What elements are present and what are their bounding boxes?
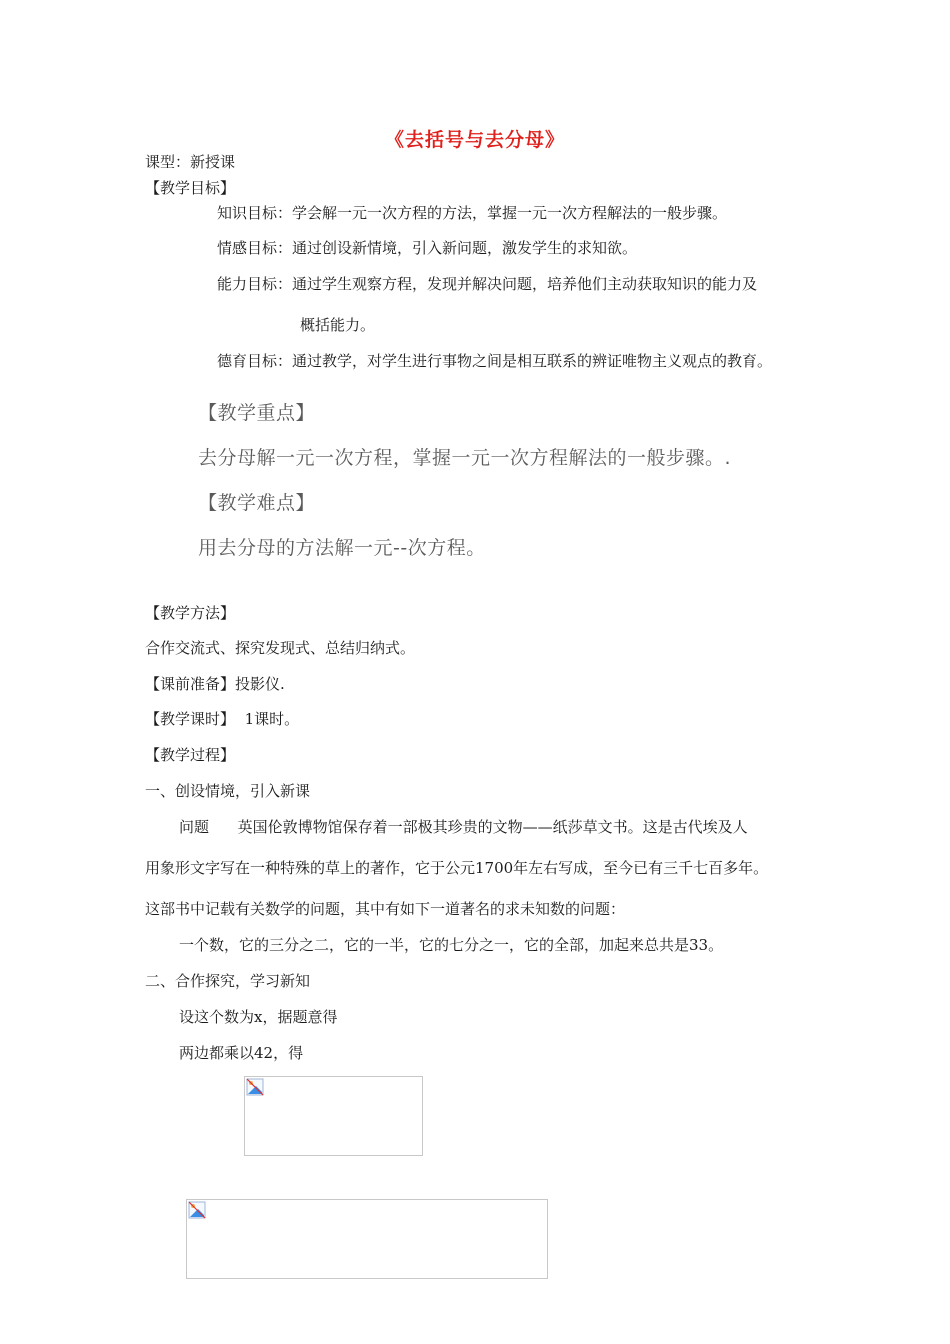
hours-text: 1课时。 [244,710,300,728]
objectives-heading: 【教学目标】 [145,179,236,197]
key-points-heading: 【教学重点】 [198,402,316,424]
lesson-type: 课型：新授课 [145,153,236,171]
problem-line4: 一个数，它的三分之二，它的一半，它的七分之一，它的全部，加起来总共是33。 [179,936,724,954]
knowledge-objective: 知识目标：学会解一元一次方程的方法，掌握一元一次方程解法的一般步骤。 [217,204,728,222]
preparation-heading: 【课前准备】 [145,675,236,693]
hours-heading: 【教学课时】 [145,710,236,728]
methods-text: 合作交流式、探究发现式、总结归纳式。 [145,639,416,657]
problem-line1 [179,817,748,837]
section1-heading: 一、创设情境，引入新课 [145,782,311,800]
hours-line [145,709,299,729]
key-points-text: 去分母解一元一次方程，掌握一元一次方程解法的一般步骤。. [198,447,732,469]
section2-heading: 二、合作探究，学习新知 [145,972,311,990]
equation-image-1 [244,1076,423,1156]
preparation-text: 投影仪. [235,675,285,693]
broken-image-icon [246,1078,264,1096]
problem-label: 问题 [179,818,210,836]
problem-text-1: 英国伦敦博物馆保存着一部极其珍贵的文物——纸莎草文书。这是古代埃及人 [237,818,748,836]
problem-line2: 用象形文字写在一种特殊的草上的著作，它于公元1700年左右写成，至今已有三千七百多年。 [145,859,769,877]
problem-line3: 这部书中记载有关数学的问题，其中有如下一道著名的求未知数的问题： [145,900,626,918]
moral-objective: 德育目标：通过教学，对学生进行事物之间是相互联系的辨证唯物主义观点的教育。 [217,352,773,370]
difficult-points-text: 用去分母的方法解一元--次方程。 [198,537,486,559]
ability-objective-line1: 能力目标：通过学生观察方程，发现并解决问题，培养他们主动获取知识的能力及 [217,275,758,293]
equation-image-2 [186,1199,548,1279]
process-heading: 【教学过程】 [145,746,236,764]
step2-text: 两边都乘以42，得 [179,1044,304,1062]
broken-image-icon [188,1201,206,1219]
difficult-points-heading: 【教学难点】 [198,492,316,514]
ability-objective-line2: 概括能力。 [300,316,376,334]
methods-heading: 【教学方法】 [145,604,236,622]
preparation-line [145,674,285,694]
step1-text: 设这个数为x，据题意得 [179,1008,338,1026]
document-title: 《去括号与去分母》 [384,129,565,151]
emotion-objective: 情感目标：通过创设新情境，引入新问题，激发学生的求知欲。 [217,239,638,257]
